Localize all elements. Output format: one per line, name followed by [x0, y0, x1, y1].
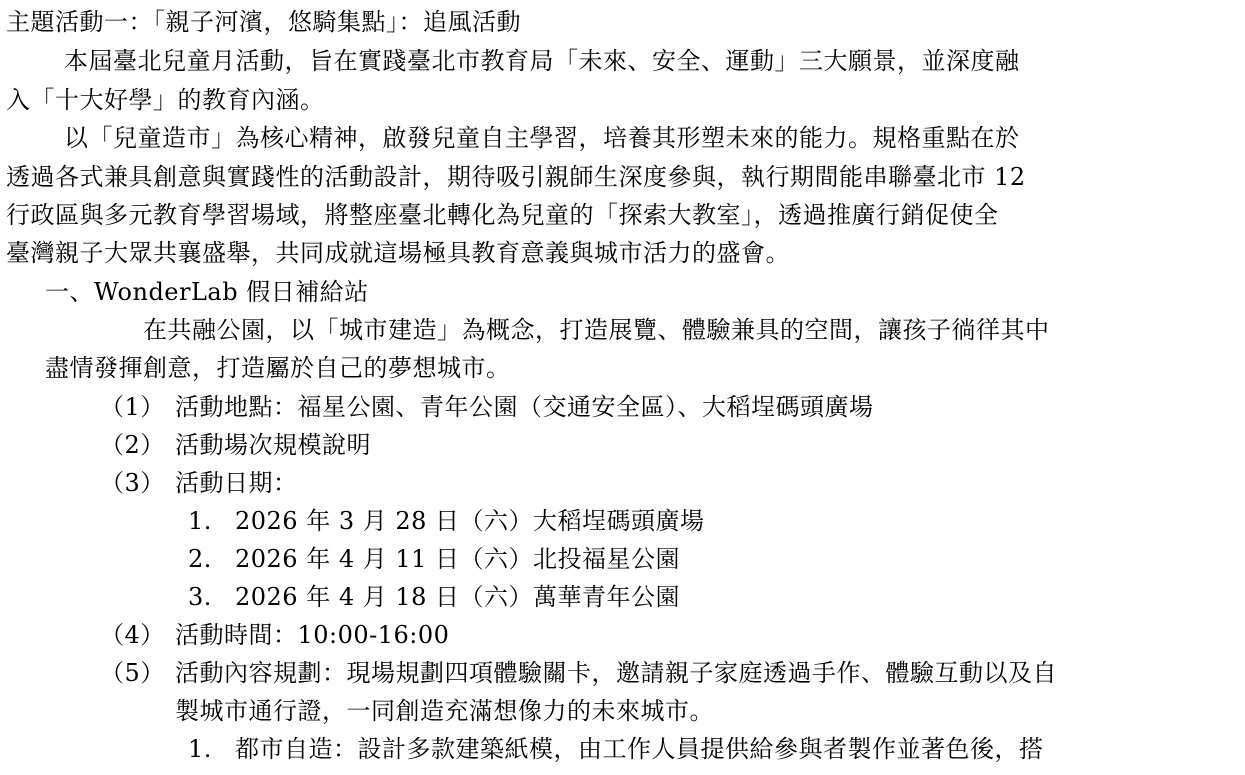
section-1-description-line-1: 在共融公園，以「城市建造」為概念，打造展覽、體驗兼具的空間，讓孩子徜徉其中 — [143, 316, 1050, 344]
item-5-text-line-2: 製城市通行證，一同創造充滿想像力的未來城市。 — [175, 697, 714, 725]
date-item-2-number: 2. — [188, 545, 212, 573]
date-item-2-text: 2026 年 4 月 11 日（六）北投福星公園 — [235, 545, 681, 573]
section-1-title: 一、WonderLab 假日補給站 — [45, 278, 369, 306]
sub-item-1-text: 都市自造：設計多款建築紙模，由工作人員提供給參與者製作並著色後，搭 — [235, 735, 1044, 763]
item-1-number: （1） — [100, 393, 165, 421]
item-3-text: 活動日期： — [175, 469, 298, 497]
intro-paragraph-2-line-1: 以「兒童造市」為核心精神，啟發兒童自主學習，培養其形塑未來的能力。規格重點在於 — [64, 124, 1020, 152]
item-5-text-line-1: 活動內容規劃：現場規劃四項體驗關卡，邀請親子家庭透過手作、體驗互動以及自 — [175, 659, 1057, 687]
item-4-text: 活動時間：10:00-16:00 — [175, 621, 450, 649]
section-1-description-line-2: 盡情發揮創意，打造屬於自己的夢想城市。 — [45, 354, 511, 382]
date-item-3-text: 2026 年 4 月 18 日（六）萬華青年公園 — [235, 583, 681, 611]
intro-paragraph-1-line-2: 入「十大好學」的教育內涵。 — [6, 86, 325, 114]
item-4-number: （4） — [100, 621, 165, 649]
intro-paragraph-2-line-2: 透過各式兼具創意與實踐性的活動設計，期待吸引親師生深度參與，執行期間能串聯臺北市 12 — [6, 163, 1026, 191]
item-3-number: （3） — [100, 469, 165, 497]
intro-paragraph-1-line-1: 本屆臺北兒童月活動，旨在實踐臺北市教育局「未來、安全、運動」三大願景，並深度融 — [64, 47, 1020, 75]
intro-paragraph-2-line-4: 臺灣親子大眾共襄盛舉，共同成就這場極具教育意義與城市活力的盛會。 — [6, 239, 790, 267]
date-item-3-number: 3. — [188, 583, 212, 611]
item-5-number: （5） — [100, 659, 165, 687]
date-item-1-number: 1. — [188, 507, 212, 535]
item-2-text: 活動場次規模說明 — [175, 431, 371, 459]
item-1-text: 活動地點：福星公園、青年公園（交通安全區）、大稻埕碼頭廣場 — [175, 393, 874, 421]
intro-paragraph-2-line-3: 行政區與多元教育學習場域，將整座臺北轉化為兒童的「探索大教室」，透過推廣行銷促使全 — [6, 201, 999, 229]
item-2-number: （2） — [100, 431, 165, 459]
document-heading: 主題活動一：「親子河濱，悠騎集點」：追風活動 — [6, 8, 521, 36]
sub-item-1-number: 1. — [188, 735, 212, 763]
date-item-1-text: 2026 年 3 月 28 日（六）大稻埕碼頭廣場 — [235, 507, 705, 535]
